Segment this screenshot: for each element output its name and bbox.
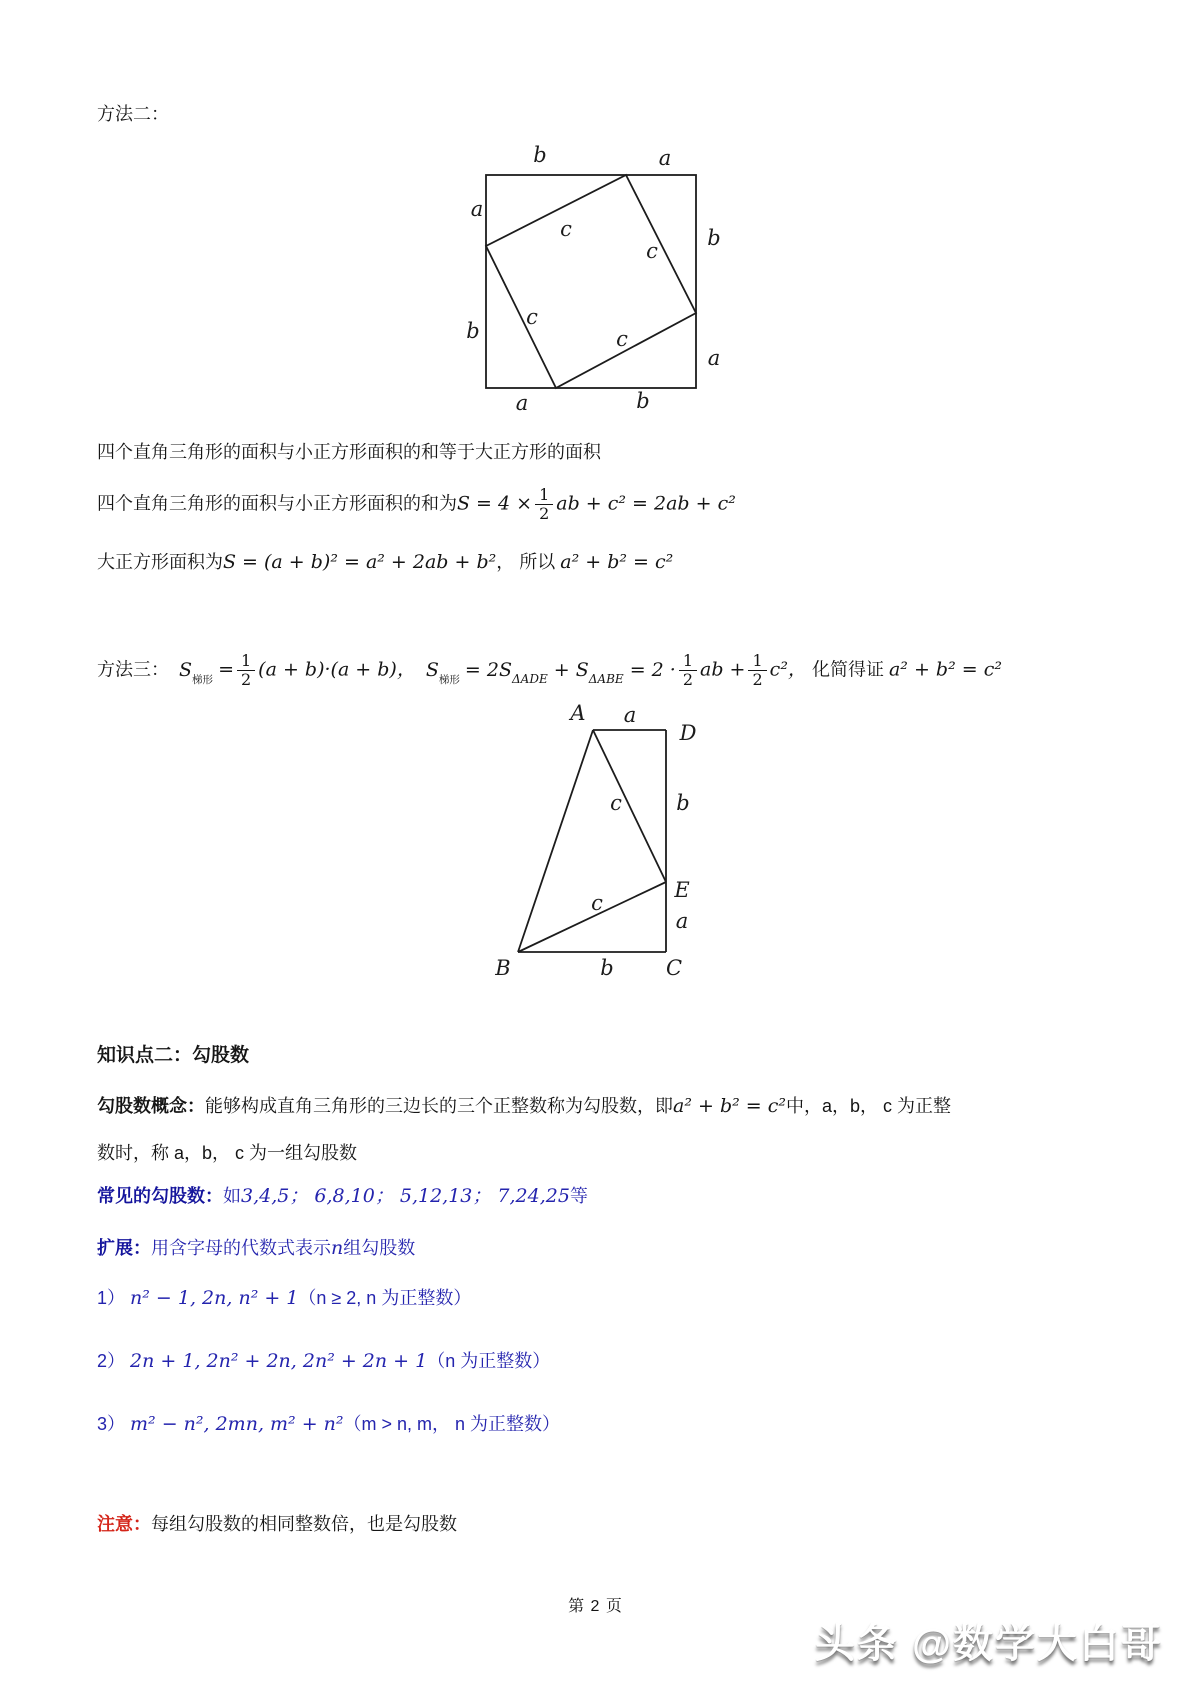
fraction-denominator: 2 [240, 670, 252, 690]
item-note: （n 为正整数） [427, 1351, 551, 1371]
extension-text-pre: 用含字母的代数式表示 [151, 1238, 331, 1258]
item-number: 2） [97, 1351, 126, 1371]
pythagoras-identity: a² + b² = c² [560, 551, 674, 573]
equals-two-dot: = 2 · [629, 658, 676, 681]
page-number-text: 第 2 页 [568, 1598, 623, 1615]
fig2-B-label: B [495, 956, 511, 980]
fig2-b-bottom-label: b [600, 956, 614, 980]
common-triples-label: 常见的勾股数： [97, 1186, 223, 1206]
extension-text-post: 组勾股数 [343, 1238, 416, 1258]
trapezoid-subscript: 梯形 [192, 673, 214, 686]
common-triples-pre: 如 [223, 1186, 241, 1206]
fig2-A-label: A [570, 701, 586, 725]
method2-formula-post: ab + c² = 2ab + c² [556, 492, 736, 515]
fig2-c-upper-label: c [610, 791, 622, 815]
item-note: （n ≥ 2, n 为正整数） [298, 1288, 472, 1308]
fig2-c-lower-label: c [591, 891, 603, 915]
concept-text-a: 能够构成直角三角形的三边长的三个正整数称为勾股数，即 [205, 1096, 673, 1116]
fraction-one-half [535, 486, 553, 524]
fig1-top-a-label: a [658, 146, 672, 170]
fraction-denominator: 2 [539, 504, 550, 524]
trapezoid-subscript: 梯形 [438, 673, 460, 686]
note-label: 注意： [97, 1514, 151, 1534]
item-math: n² − 1, 2n, n² + 1 [130, 1287, 299, 1309]
s-symbol: S [179, 658, 193, 681]
triple-formula-item-2 [97, 1347, 550, 1375]
method2-title-text: 方法二： [97, 104, 169, 124]
trapezoid-area-symbol [179, 658, 214, 686]
extension-label: 扩展： [97, 1238, 151, 1258]
method2-area-sum-formula [97, 486, 736, 524]
fig1-c-right-label: c [646, 239, 658, 263]
separator-comma: ， [496, 552, 515, 572]
method2-title [97, 100, 169, 128]
two-s-term: = 2S [464, 658, 512, 681]
fraction-numerator: 1 [748, 652, 766, 671]
outer-square [486, 175, 696, 388]
pythagoras-square-figure [440, 138, 740, 423]
plus-s-term: + S [553, 658, 589, 681]
fig1-bottom-b-label: b [636, 389, 650, 413]
fig1-left-a-label: a [470, 197, 484, 221]
concept-line-1 [97, 1092, 951, 1120]
fraction-numerator: 1 [535, 486, 553, 505]
c-squared-term: c²， [769, 658, 807, 681]
big-square-prefix: 大正方形面积为 [97, 552, 223, 572]
therefore-text: 所以 [519, 552, 556, 572]
triple-formula-item-1 [97, 1284, 471, 1312]
triple-formula-item-3 [97, 1410, 560, 1438]
fraction-denominator: 2 [682, 670, 694, 690]
common-triples-numbers: 3,4,5； 6,8,10； 5,12,13； 7,24,25 [241, 1185, 570, 1207]
fig1-c-left-label: c [526, 305, 538, 329]
method2-formula-pre: S = 4 × [457, 492, 533, 515]
fraction-one-half [237, 652, 255, 690]
item-math: 2n + 1, 2n² + 2n, 2n² + 2n + 1 [130, 1350, 428, 1372]
method3-title: 方法三： [97, 659, 169, 680]
pythagoras-identity: a² + b² = c² [888, 658, 1002, 681]
knowledge-point-2-title: 知识点二：勾股数 [97, 1045, 250, 1066]
trapezoid-area-expansion: (a + b)·(a + b)， [258, 658, 416, 681]
fig2-a-right-label: a [675, 909, 689, 933]
note-text: 每组勾股数的相同整数倍，也是勾股数 [151, 1514, 457, 1534]
fig2-C-label: C [665, 956, 683, 980]
item-number: 1） [97, 1288, 126, 1308]
ab-plus-term: ab + [700, 658, 746, 681]
fraction-numerator: 1 [679, 652, 697, 671]
method2-statement [97, 438, 601, 466]
method2-formula-prefix: 四个直角三角形的面积与小正方形面积的和为 [97, 493, 457, 514]
method2-big-square-formula [97, 548, 673, 576]
extension-line [97, 1234, 415, 1262]
trapezoid-figure [440, 660, 740, 982]
concept-math: a² + b² = c² [673, 1095, 786, 1117]
equals-sign: = [218, 658, 234, 681]
fig1-c-bottom-label: c [616, 327, 628, 351]
fig2-a-top-label: a [623, 703, 637, 727]
simplify-text: 化简得证 [811, 659, 884, 680]
knowledge-point-2-heading [97, 1042, 249, 1070]
concept-text-b: 中，a，b， c 为正整 [785, 1096, 952, 1116]
fig1-bottom-a-label: a [515, 391, 529, 415]
fraction-numerator: 1 [237, 652, 255, 671]
item-note: （m > n, m， n 为正整数） [343, 1414, 561, 1434]
hypotenuse-AE [593, 730, 666, 882]
fig1-top-b-label: b [533, 143, 547, 167]
inner-square [486, 175, 696, 388]
concept-line-2 [97, 1139, 357, 1167]
concept-text-2: 数时，称 a，b， c 为一组勾股数 [97, 1143, 358, 1163]
watermark [815, 1612, 1163, 1669]
fig1-c-top-label: c [560, 217, 572, 241]
extension-n-variable: n [331, 1237, 344, 1259]
triangle-abe-subscript: ΔABE [588, 671, 624, 686]
fraction-denominator: 2 [752, 670, 763, 690]
fig2-D-label: D [679, 721, 697, 745]
fig2-E-label: E [674, 878, 690, 902]
watermark-text: 头条 @数学大白哥 [814, 1622, 1163, 1666]
fig2-b-right-label: b [676, 791, 690, 815]
triangle-ade-subscript: ΔADE [511, 671, 548, 686]
big-square-math: S = (a + b)² = a² + 2ab + b² [223, 551, 497, 573]
method2-statement-text: 四个直角三角形的面积与小正方形面积的和等于大正方形的面积 [97, 442, 601, 462]
fig1-right-b-label: b [707, 226, 721, 250]
fraction-one-half [748, 652, 766, 690]
item-number: 3） [97, 1414, 126, 1434]
common-triples-line [97, 1182, 588, 1210]
note-line [97, 1510, 457, 1538]
s-symbol: S [425, 658, 439, 681]
fig1-left-b-label: b [466, 319, 480, 343]
fig1-right-a-label: a [707, 346, 721, 370]
common-triples-post: 等 [569, 1186, 588, 1206]
concept-label: 勾股数概念： [97, 1096, 205, 1116]
edge-AB [518, 730, 593, 952]
item-math: m² − n², 2mn, m² + n² [130, 1413, 344, 1435]
